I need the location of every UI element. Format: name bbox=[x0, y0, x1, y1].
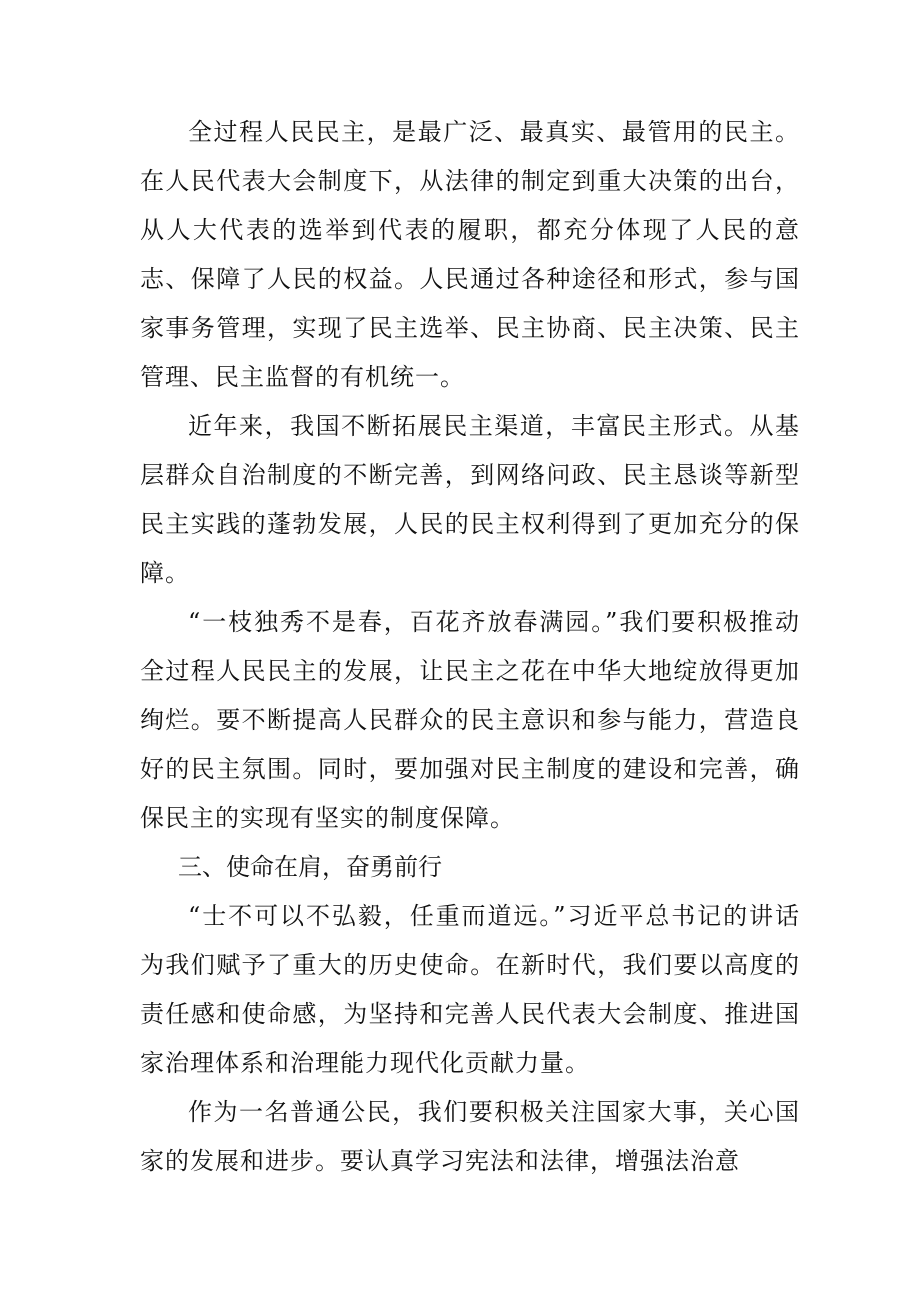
section-heading: 三、使命在肩，奋勇前行 bbox=[178, 853, 442, 881]
paragraph-mission: “士不可以不弘毅，任重而道远。”习近平总书记的讲话为我们赋予了重大的历史使命。在新时代，我们要以高度的责任感和使命感，为坚持和完善人民代表大会制度、推进国家治理体系和治理能力现代化贡献力量。 bbox=[140, 902, 800, 1077]
paragraph-democracy-definition: 全过程人民民主，是最广泛、最真实、最管用的民主。在人民代表大会制度下，从法律的制定到重大决策的出台，从人大代表的选举到代表的履职，都充分体现了人民的意志、保障了人民的权益。人民通过各种途径和形式，参与国家事务管理，实现了民主选举、民主协商、民主决策、民主管理、民主监督的有机统一。 bbox=[140, 118, 800, 391]
document-body bbox=[140, 108, 800, 1186]
paragraph-democracy-promotion: “一枝独秀不是春，百花齐放春满园。”我们要积极推动全过程人民民主的发展，让民主之花在中华大地绽放得更加绚烂。要不断提高人民群众的民主意识和参与能力，营造良好的民主氛围。同时，要加强对民主制度的建设和完善，确保民主的实现有坚实的制度保障。 bbox=[140, 608, 800, 832]
paragraph-citizen-role: 作为一名普通公民，我们要积极关注国家大事，关心国家的发展和进步。要认真学习宪法和法律，增强法治意 bbox=[140, 1098, 800, 1175]
paragraph-democracy-channels: 近年来，我国不断拓展民主渠道，丰富民主形式。从基层群众自治制度的不断完善，到网络问政、民主恳谈等新型民主实践的蓬勃发展，人民的民主权利得到了更加充分的保障。 bbox=[140, 412, 800, 587]
